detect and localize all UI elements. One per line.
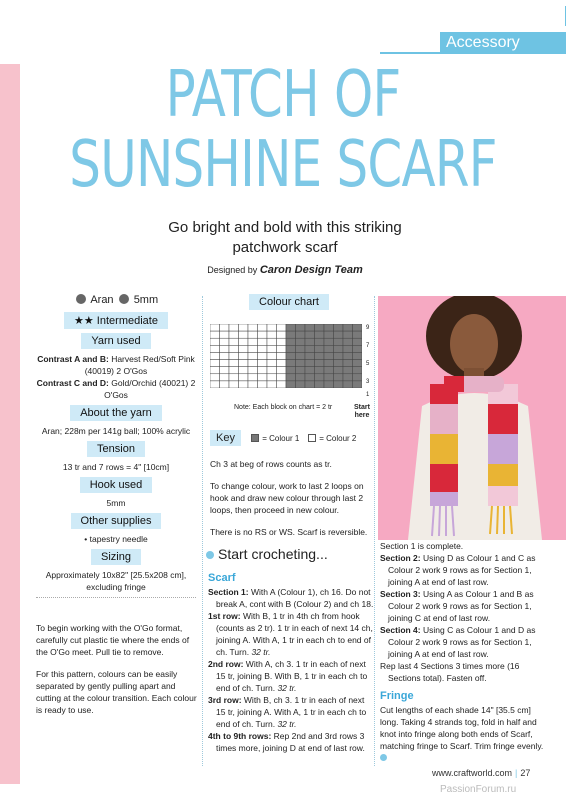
chart-cell xyxy=(239,338,249,345)
column-divider-1 xyxy=(202,296,203,766)
chart-cell xyxy=(258,381,268,388)
scarf-heading: Scarf xyxy=(208,572,236,584)
start-here-label: Start here xyxy=(354,404,370,419)
chart-cell xyxy=(220,324,230,331)
chart-cell xyxy=(296,367,306,374)
chart-cell xyxy=(267,352,277,359)
chart-cell xyxy=(296,324,306,331)
chart-cell xyxy=(334,331,344,338)
chart-cell xyxy=(229,374,239,381)
yarn-used-1: Harvest Red/Soft Pink (40019) 2 O'Gos xyxy=(84,354,195,376)
row-3-count: 32 tr. xyxy=(277,719,297,729)
byline xyxy=(150,264,420,276)
start-crocheting-heading xyxy=(206,546,328,562)
supplies-text: • tapestry needle xyxy=(84,534,148,544)
row-label-1: 1 xyxy=(366,392,370,398)
chart-cell xyxy=(343,352,353,359)
row-2-text: With A, ch 3. 1 tr in each of next 15 tr, joining B. With B, 1 tr in each ch to end of ch. Turn. xyxy=(216,659,368,693)
chart-cell xyxy=(220,352,230,359)
chart-cell xyxy=(277,345,287,352)
chart-key xyxy=(210,430,376,446)
chart-cell xyxy=(220,381,230,388)
chart-cell xyxy=(248,374,258,381)
chart-cell xyxy=(334,338,344,345)
chart-cell xyxy=(343,331,353,338)
about-yarn-heading: About the yarn xyxy=(70,405,162,421)
chart-cell xyxy=(277,338,287,345)
chart-cell xyxy=(324,367,334,374)
rows-4-9 xyxy=(208,730,374,754)
section-2-text: Using D as Colour 1 and C as Colour 2 work 9 rows as for Section 1, joining A at end of last row. xyxy=(388,553,536,587)
sizing-heading: Sizing xyxy=(91,549,141,565)
chart-cell xyxy=(277,352,287,359)
title-line-1: PATCH OF xyxy=(165,58,401,132)
chart-cell xyxy=(277,374,287,381)
chart-cell xyxy=(267,367,277,374)
chart-cell xyxy=(229,345,239,352)
title-line-2: SUNSHINE SCARF xyxy=(69,128,497,202)
row-2-label: 2nd row: xyxy=(208,659,244,669)
chart-cell xyxy=(239,352,249,359)
chart-cell xyxy=(248,360,258,367)
row-label-7: 7 xyxy=(366,343,370,349)
yarn-used-1-label: Contrast A and B: xyxy=(37,354,109,364)
section-4-text: Using C as Colour 1 and D as Colour 2 work 9 rows as for Section 1, joining A at end of last row. xyxy=(388,625,536,659)
byline-name: Caron Design Team xyxy=(259,264,363,276)
chart-cell xyxy=(267,324,277,331)
chart-cell xyxy=(305,367,315,374)
chart-cell xyxy=(286,331,296,338)
row-label-9: 9 xyxy=(366,325,370,331)
chart-cell xyxy=(343,381,353,388)
chart-cell xyxy=(220,374,230,381)
chart-cell xyxy=(239,324,249,331)
chart-cell xyxy=(277,331,287,338)
chart-cell xyxy=(324,352,334,359)
chart-cell xyxy=(286,381,296,388)
footer-site: www.craftworld.com xyxy=(432,768,513,778)
section-3-text: Using A as Colour 1 and B as Colour 2 work 9 rows as for Section 1, joining C at end of last row. xyxy=(388,589,534,623)
sections-column xyxy=(380,540,550,764)
yarn-ball-icon xyxy=(76,294,86,304)
chart-cell xyxy=(220,345,230,352)
supplies-heading: Other supplies xyxy=(71,513,162,529)
chart-cell xyxy=(343,360,353,367)
chart-cell xyxy=(210,345,220,352)
chart-cell xyxy=(239,374,249,381)
chart-cell xyxy=(343,338,353,345)
chart-cell xyxy=(248,331,258,338)
row-1-label: 1st row: xyxy=(208,611,241,621)
section-3 xyxy=(380,588,550,624)
colour-chart-grid xyxy=(210,324,362,388)
chart-cell xyxy=(305,338,315,345)
chart-cell xyxy=(248,345,258,352)
chart-cell xyxy=(324,331,334,338)
hook-size: 5mm xyxy=(133,294,159,306)
footer xyxy=(432,768,530,778)
ogo-paragraph: To begin working with the O'Go format, carefully cut plastic tie where the ends of the O'Go meet. Pull tie to remove. xyxy=(36,623,190,657)
chart-cell xyxy=(353,352,363,359)
row-1-count: 32 tr. xyxy=(251,647,271,657)
section-3-label: Section 3: xyxy=(380,589,421,599)
row-1-text: With B, 1 tr in 4th ch from hook (counts as 2 tr). 1 tr in each of next 14 ch, joining A. With A, 1 tr in each ch to end of ch. Turn. xyxy=(216,611,373,657)
dotted-divider xyxy=(36,597,196,598)
chart-cell xyxy=(210,360,220,367)
chart-cell xyxy=(353,360,363,367)
about-yarn-text: Aran; 228m per 141g ball; 100% acrylic xyxy=(41,426,191,436)
chart-cell xyxy=(229,331,239,338)
chart-cell xyxy=(210,324,220,331)
chart-cell xyxy=(324,381,334,388)
chart-cell xyxy=(267,338,277,345)
category-tab: Accessory xyxy=(440,32,566,54)
chart-cell xyxy=(267,345,277,352)
chart-cell xyxy=(248,324,258,331)
chart-cell xyxy=(286,367,296,374)
chart-cell xyxy=(324,345,334,352)
chart-cell xyxy=(258,360,268,367)
chart-cell xyxy=(315,367,325,374)
tension-text: 13 tr and 7 rows = 4" [10cm] xyxy=(62,462,170,472)
chart-cell xyxy=(239,360,249,367)
model-photo-illustration xyxy=(378,296,566,540)
chart-cell xyxy=(334,381,344,388)
colour1-swatch xyxy=(251,434,259,442)
row-label-spacer xyxy=(366,351,376,360)
fringe-heading: Fringe xyxy=(380,690,414,702)
yarn-used-2-label: Contrast C and D: xyxy=(36,378,109,388)
chart-cell xyxy=(210,367,220,374)
sizing-text: Approximately 10x82" [25.5x208 cm], excluding fringe xyxy=(45,570,187,592)
chart-cell xyxy=(258,352,268,359)
chart-cell xyxy=(296,338,306,345)
chart-column xyxy=(206,294,372,537)
section-1-text: With A (Colour 1), ch 16. Do not break A, cont with B (Colour 2) and ch 18. xyxy=(216,587,374,609)
chart-cell xyxy=(353,331,363,338)
chart-cell xyxy=(239,331,249,338)
key-heading: Key xyxy=(210,430,241,446)
chart-cell xyxy=(315,345,325,352)
chart-row-labels xyxy=(366,324,376,387)
chart-cell xyxy=(277,367,287,374)
chart-cell xyxy=(267,331,277,338)
yarn-used-text xyxy=(36,353,196,401)
chart-cell xyxy=(353,345,363,352)
chart-cell xyxy=(258,367,268,374)
chart-cell xyxy=(267,381,277,388)
chart-cell xyxy=(220,338,230,345)
chart-cell xyxy=(220,360,230,367)
chart-cell xyxy=(315,331,325,338)
specs-column xyxy=(36,294,196,604)
chart-cell xyxy=(267,360,277,367)
chart-cell xyxy=(258,324,268,331)
chart-cell xyxy=(334,374,344,381)
row-3-text: With B, ch 3. 1 tr in each of next 15 tr, joining A. With A, 1 tr in each ch to end of ch. Turn. xyxy=(216,695,367,729)
chart-cell xyxy=(315,360,325,367)
chart-cell xyxy=(220,367,230,374)
chart-cell xyxy=(296,381,306,388)
chart-cell xyxy=(267,374,277,381)
chart-cell xyxy=(248,367,258,374)
chart-cell xyxy=(258,338,268,345)
chart-cell xyxy=(229,324,239,331)
note-colour-change: To change colour, work to last 2 loops on hook and draw new colour through last 2 loops, then proceed in new colour. xyxy=(210,481,364,515)
chart-cell xyxy=(343,345,353,352)
chart-cell xyxy=(315,374,325,381)
chart-cell xyxy=(296,360,306,367)
chart-cell xyxy=(286,360,296,367)
rows-4-9-text: Rep 2nd and 3rd rows 3 times more, joining D at end of last row. xyxy=(216,731,365,753)
start-crocheting-text: Start crocheting... xyxy=(218,546,328,562)
hook-icon xyxy=(119,294,129,304)
chart-cell xyxy=(324,360,334,367)
key-colour2: = Colour 2 xyxy=(319,434,357,443)
chart-cell xyxy=(229,367,239,374)
chart-cell xyxy=(296,374,306,381)
colour-paragraph: For this pattern, colours can be easily separated by gently pulling apart and cutting at the colour transition. Each colour is ready to use. xyxy=(36,669,197,715)
left-body-text xyxy=(36,622,202,726)
chart-cell xyxy=(258,345,268,352)
note-reversible: There is no RS or WS. Scarf is reversible. xyxy=(210,527,368,537)
chart-cell xyxy=(239,381,249,388)
byline-prefix: Designed by xyxy=(207,265,258,275)
chart-cell xyxy=(324,374,334,381)
row-label-spacer xyxy=(366,369,376,378)
chart-cell xyxy=(229,360,239,367)
chart-cell xyxy=(315,352,325,359)
chart-cell xyxy=(258,331,268,338)
page-edge-tab xyxy=(0,64,20,784)
chart-cell xyxy=(305,331,315,338)
section-4 xyxy=(380,624,550,660)
row-label-5: 5 xyxy=(366,361,370,367)
chart-cell xyxy=(210,338,220,345)
chart-cell xyxy=(296,352,306,359)
level-badge: ★★ Intermediate xyxy=(64,312,168,329)
chart-cell xyxy=(248,338,258,345)
chart-cell xyxy=(258,374,268,381)
chart-cell xyxy=(210,331,220,338)
bullet-dot-icon xyxy=(206,551,214,559)
row-3-label: 3rd row: xyxy=(208,695,242,705)
standfirst: Go bright and bold with this striking patchwork scarf xyxy=(168,219,402,256)
chart-cell xyxy=(296,331,306,338)
note-ch3: Ch 3 at beg of rows counts as tr. xyxy=(210,459,332,469)
chart-cell xyxy=(353,338,363,345)
chart-cell xyxy=(305,381,315,388)
row-label-spacer xyxy=(366,333,376,342)
footer-separator: | xyxy=(515,768,518,778)
scarf-instructions xyxy=(208,572,374,754)
section-2-label: Section 2: xyxy=(380,553,421,563)
chart-cell xyxy=(305,345,315,352)
chart-cell xyxy=(229,381,239,388)
row-2-count: 32 tr. xyxy=(277,683,297,693)
chart-cell xyxy=(353,374,363,381)
hook-used-heading: Hook used xyxy=(80,477,153,493)
chart-cell xyxy=(353,324,363,331)
section-1-complete: Section 1 is complete. xyxy=(380,541,464,551)
chart-cell xyxy=(296,345,306,352)
chart-cell xyxy=(353,381,363,388)
chart-cell xyxy=(324,338,334,345)
colour2-swatch xyxy=(308,434,316,442)
repeat-instruction: Rep last 4 Sections 3 times more (16 Sections total). Fasten off. xyxy=(380,661,520,683)
watermark: PassionForum.ru xyxy=(440,784,517,795)
colour-chart xyxy=(210,324,370,388)
chart-cell xyxy=(286,324,296,331)
chart-cell xyxy=(334,360,344,367)
yarn-used-heading: Yarn used xyxy=(81,333,150,349)
chart-cell xyxy=(248,352,258,359)
chart-cell xyxy=(286,338,296,345)
fringe-text xyxy=(380,704,550,764)
chart-cell xyxy=(210,352,220,359)
chart-cell xyxy=(229,352,239,359)
row-label-3: 3 xyxy=(366,379,370,385)
row-2 xyxy=(208,658,374,694)
key-colour1: = Colour 1 xyxy=(262,434,300,443)
chart-cell xyxy=(324,324,334,331)
colour-chart-heading: Colour chart xyxy=(249,294,329,310)
notes-text xyxy=(210,458,376,548)
chart-cell xyxy=(286,352,296,359)
fringe-instructions: Cut lengths of each shade 14" [35.5 cm] long. Taking 4 strands tog, fold in half and knot into fringe along both ends of Scarf, matching fringe to Scarf. Trim fringe evenly. xyxy=(380,705,544,751)
chart-cell xyxy=(210,374,220,381)
chart-cell xyxy=(277,324,287,331)
section-2 xyxy=(380,552,550,588)
model-photo xyxy=(378,296,566,540)
tension-heading: Tension xyxy=(87,441,145,457)
section-1 xyxy=(208,586,374,610)
section-1-label: Section 1: xyxy=(208,587,249,597)
chart-cell xyxy=(334,345,344,352)
chart-cell xyxy=(286,374,296,381)
chart-cell xyxy=(286,345,296,352)
chart-cell xyxy=(305,374,315,381)
chart-cell xyxy=(239,345,249,352)
chart-cell xyxy=(343,367,353,374)
chart-cell xyxy=(248,381,258,388)
chart-cell xyxy=(315,324,325,331)
chart-cell xyxy=(353,367,363,374)
page-number: 27 xyxy=(520,768,531,778)
chart-cell xyxy=(305,352,315,359)
row-3 xyxy=(208,694,374,730)
yarn-weight-row xyxy=(36,294,196,306)
chart-cell xyxy=(334,352,344,359)
chart-cell xyxy=(229,338,239,345)
chart-cell xyxy=(277,381,287,388)
chart-cell xyxy=(210,381,220,388)
chart-cell xyxy=(343,324,353,331)
chart-cell xyxy=(239,367,249,374)
chart-cell xyxy=(334,367,344,374)
chart-cell xyxy=(315,338,325,345)
hook-used-text: 5mm xyxy=(106,498,126,508)
end-dot-icon xyxy=(380,754,387,761)
chart-cell xyxy=(277,360,287,367)
chart-cell xyxy=(305,360,315,367)
yarn-weight: Aran xyxy=(90,294,114,306)
chart-note: Note: Each block on chart = 2 tr xyxy=(234,404,333,411)
chart-cell xyxy=(220,331,230,338)
chart-cell xyxy=(343,374,353,381)
chart-cell xyxy=(334,324,344,331)
row-1 xyxy=(208,610,374,658)
chart-cell xyxy=(305,324,315,331)
yarn-used-2: Gold/Orchid (40021) 2 O'Gos xyxy=(104,378,196,400)
chart-cell xyxy=(315,381,325,388)
section-4-label: Section 4: xyxy=(380,625,421,635)
rows-4-9-label: 4th to 9th rows: xyxy=(208,731,272,741)
